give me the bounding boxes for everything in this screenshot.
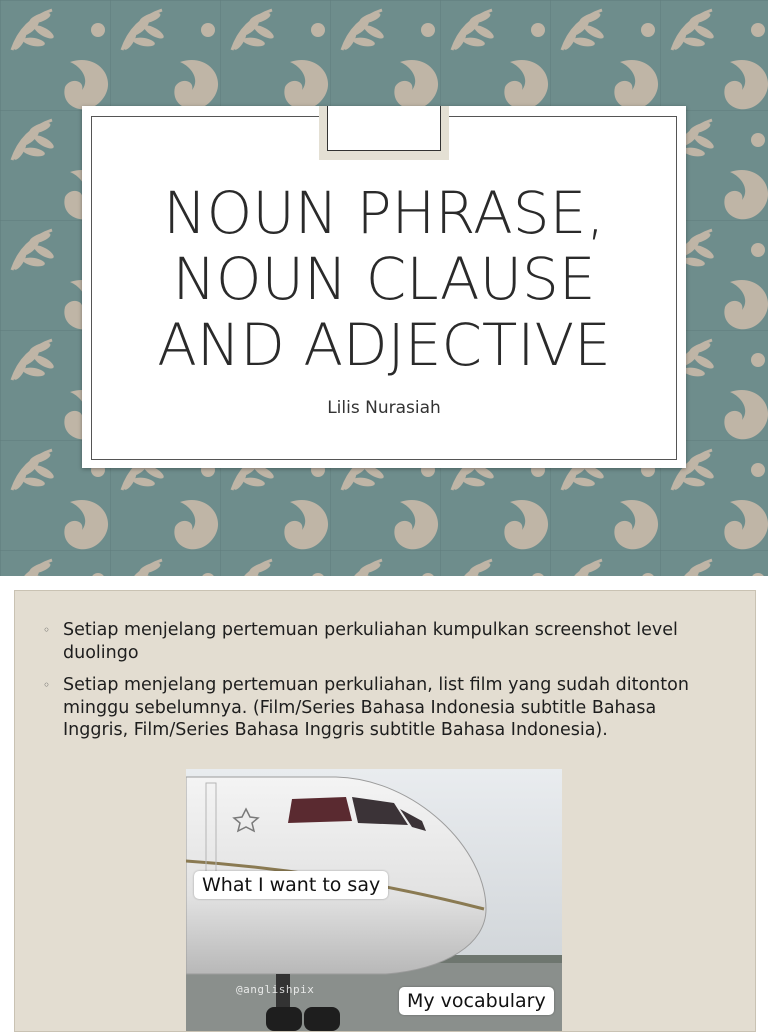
content-slide	[14, 590, 756, 1032]
title-line-1: NOUN PHRASE,	[163, 179, 605, 247]
slide-title	[82, 180, 686, 378]
title-line-2: NOUN CLAUSE	[172, 245, 596, 313]
bullet-item	[43, 674, 723, 742]
title-card	[82, 106, 686, 468]
bullet-text: Setiap menjelang pertemuan perkuliahan kumpulkan screenshot level duolingo	[63, 620, 678, 663]
bullet-item	[43, 619, 723, 664]
meme-watermark: @anglishpix	[236, 983, 315, 996]
meme-caption-bottom: My vocabulary	[399, 987, 554, 1015]
bullet-list	[43, 619, 723, 752]
slide-author: Lilis Nurasiah	[327, 398, 441, 418]
meme-caption-top: What I want to say	[194, 871, 388, 899]
title-line-3: AND ADJECTIVE	[157, 311, 611, 379]
card-tab-decoration	[319, 106, 449, 160]
circle-bullet-icon: ◦	[43, 623, 51, 637]
circle-bullet-icon: ◦	[43, 678, 51, 692]
bullet-text: Setiap menjelang pertemuan perkuliahan, list film yang sudah ditonton minggu sebelumnya. (Film/Series Bahasa Indonesia subtitle Bahasa Inggris, Film/Series Bahasa Inggris subtitle Bahasa Indonesia).	[63, 675, 689, 740]
airplane-meme-image	[186, 769, 562, 1031]
